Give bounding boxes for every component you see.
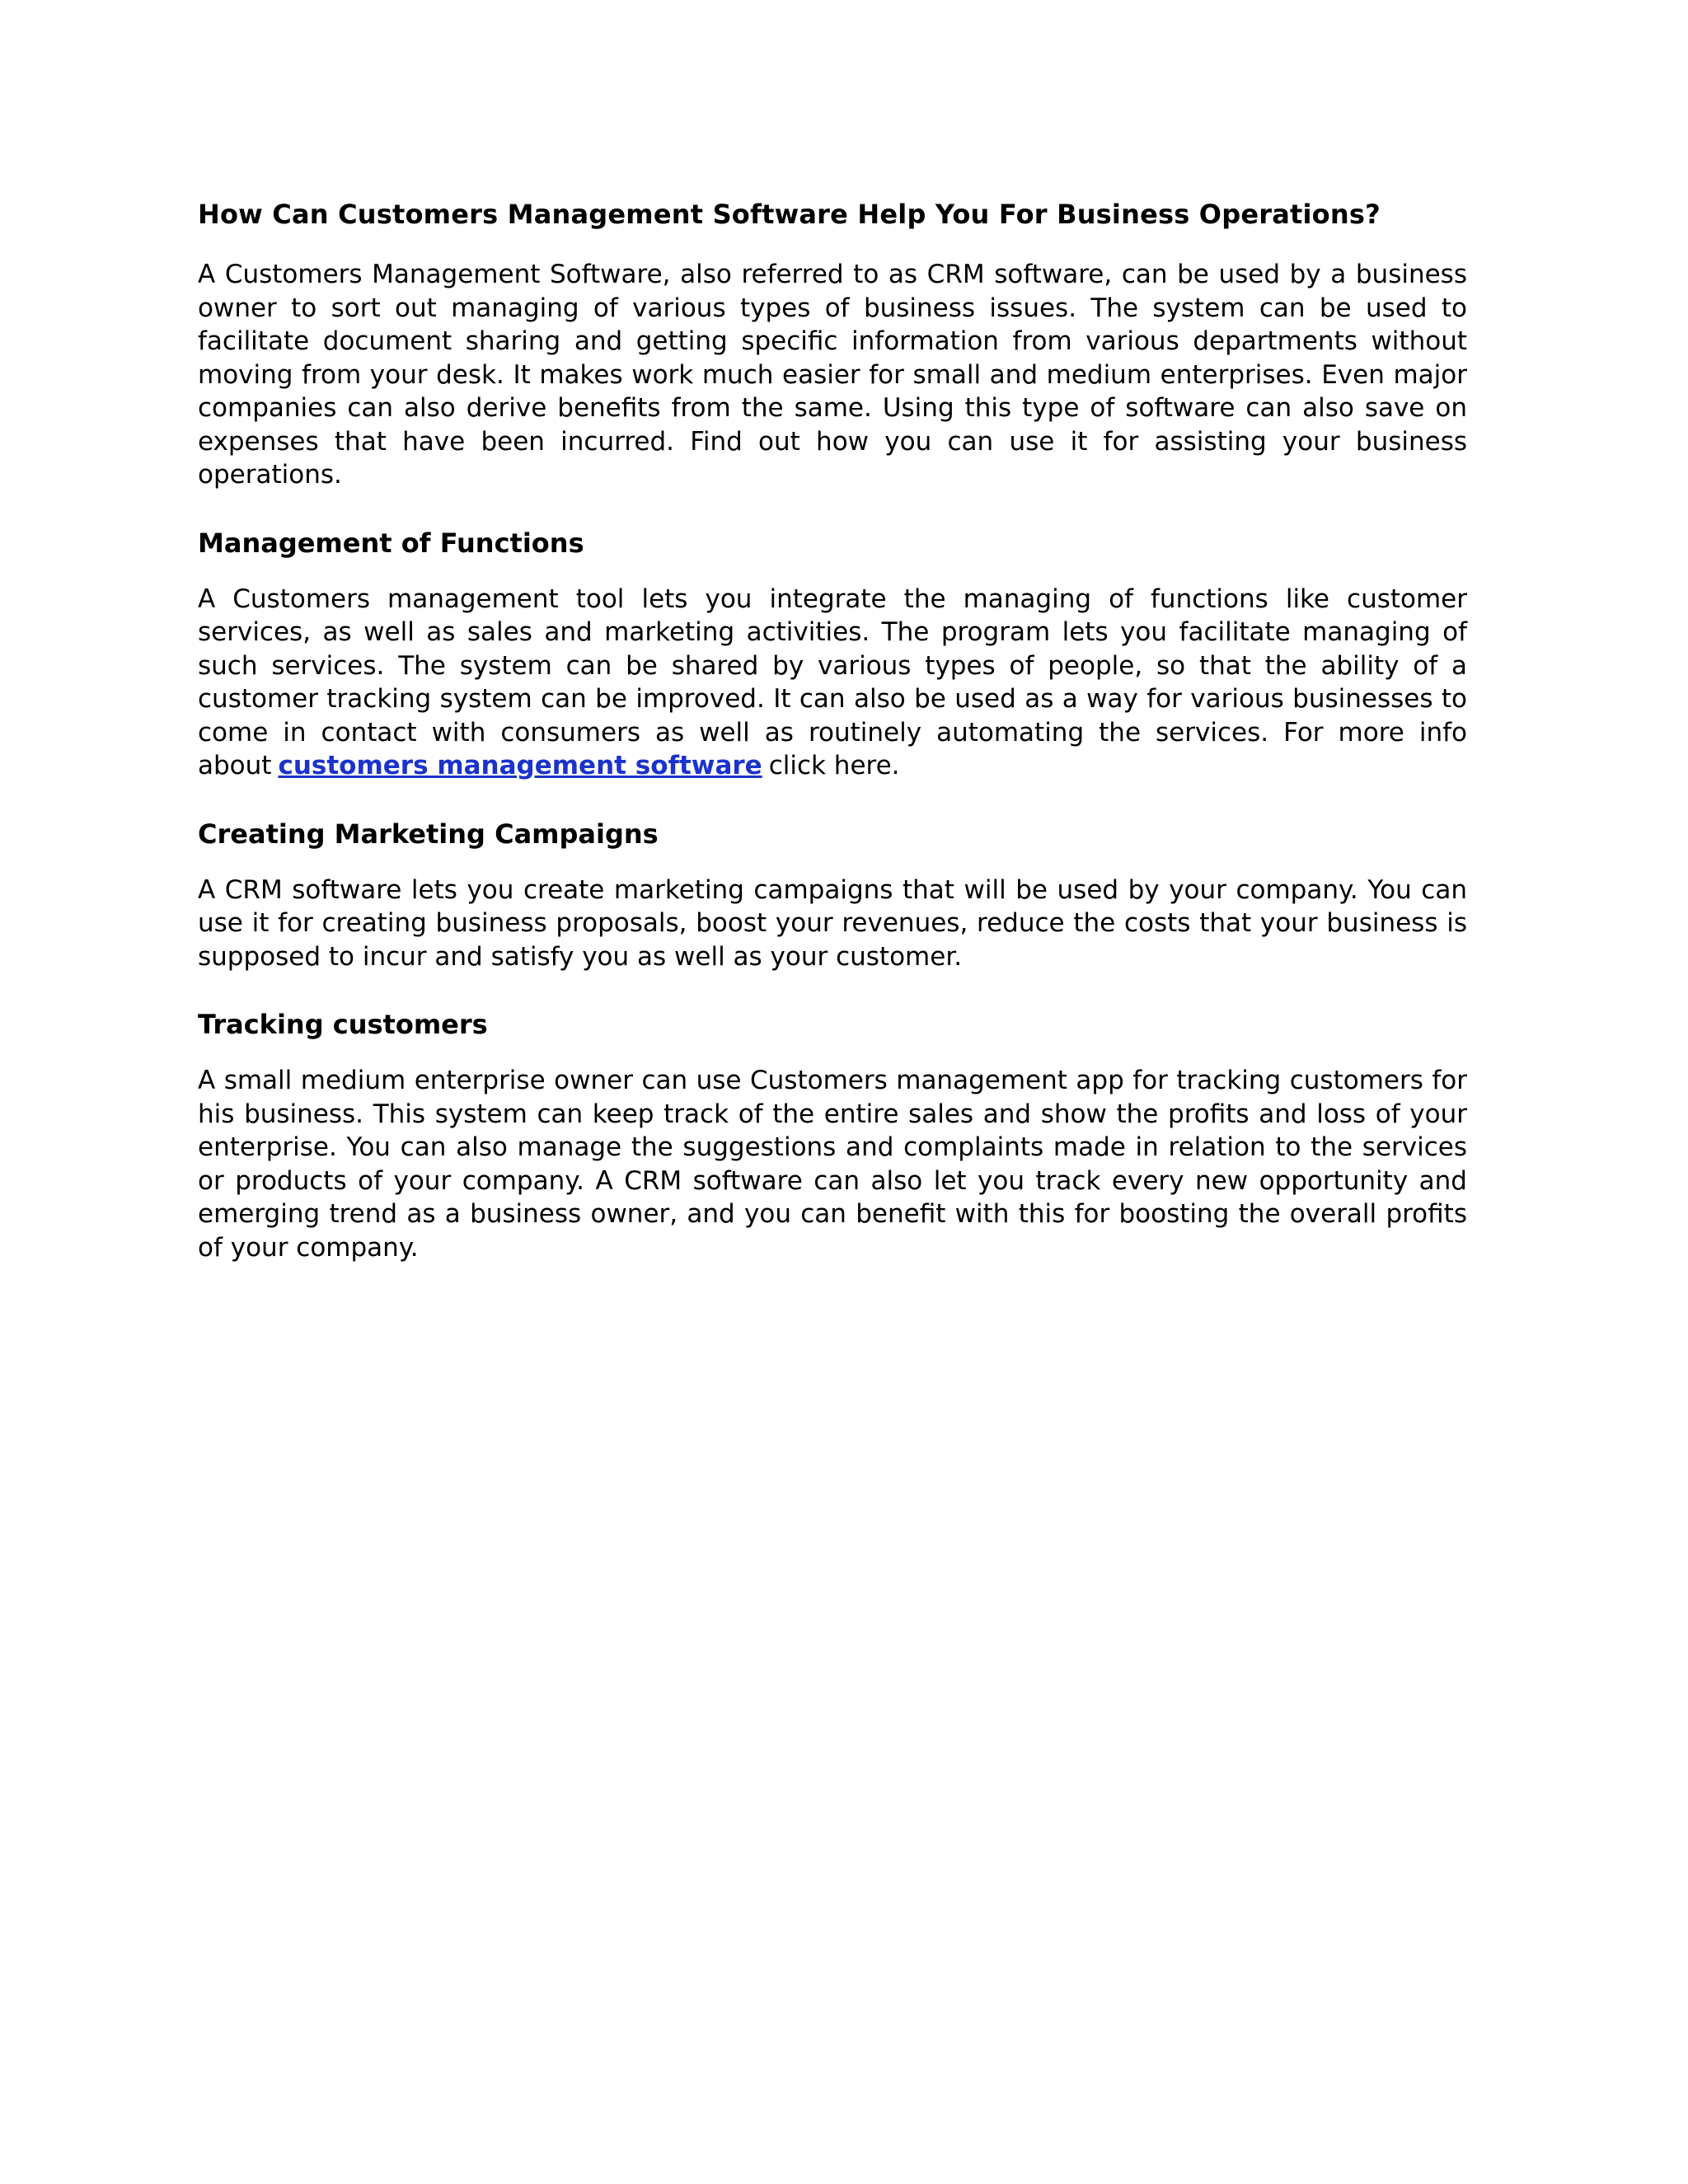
section-paragraph-management-of-functions	[198, 583, 1467, 783]
more-info-prefix: For more info about	[198, 717, 1467, 780]
customers-management-software-link[interactable]: customers management software	[278, 751, 762, 780]
section-heading-management-of-functions: Management of Functions	[198, 527, 584, 559]
section-paragraph-creating-marketing-campaigns: A CRM software lets you create marketing campaigns that will be used by your company. You can use it for creating business proposals, boost your revenues, reduce the costs that your business is supposed to incur and satisfy you as well as your customer.	[198, 874, 1467, 972]
section-paragraph-tracking-customers: A small medium enterprise owner can use Customers management app for tracking customers for his business. This system can keep track of the entire sales and show the profits and loss of your enterprise. You can also manage the suggestions and complaints made in relation to the services or products of your company. A CRM software can also let you track every new opportunity and emerging trend as a business owner, and you can benefit with this for boosting the overall profits of your company.	[198, 1066, 1467, 1263]
document-page	[198, 191, 1467, 1292]
section-body-text: A Customers management tool lets you integrate the managing of functions like customer services, as well as sales and marketing activities. The program lets you facilitate managing of such services. The system can be shared by various types of people, so that the ability of a customer tracking system can be improved. It can also be used as a way for various businesses to come in contact with consumers as well as routinely automating the services.	[198, 583, 1467, 748]
section-heading-tracking-customers: Tracking customers	[198, 1009, 488, 1040]
more-info-suffix: click here.	[768, 751, 900, 780]
intro-paragraph: A Customers Management Software, also referred to as CRM software, can be used by a business owner to sort out managing of various types of business issues. The system can be used to facilitate document sharing and getting specific information from various departments without moving from your desk. It makes work much easier for small and medium enterprises. Even major companies can also derive benefits from the same. Using this type of software can also save on expenses that have been incurred. Find out how you can use it for assisting your business operations.	[198, 260, 1467, 490]
section-heading-creating-marketing-campaigns: Creating Marketing Campaigns	[198, 818, 659, 850]
page-title: How Can Customers Management Software Help You For Business Operations?	[198, 199, 1381, 230]
